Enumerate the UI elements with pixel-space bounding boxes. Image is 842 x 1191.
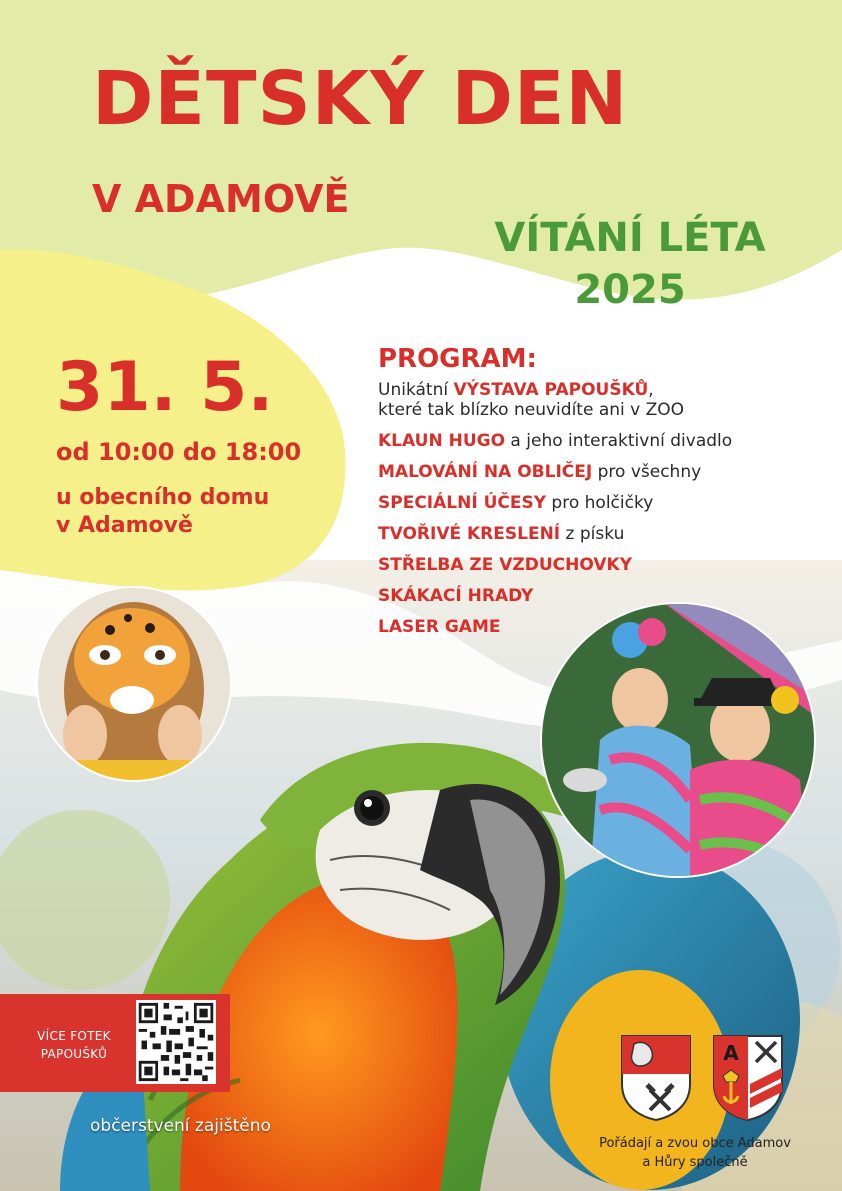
event-name-line1: VÍTÁNÍ LÉTA [494,215,766,261]
program-heading: PROGRAM: [378,344,537,374]
event-place [56,484,269,539]
event-place-line1: u obecního domu [56,485,270,510]
program-item: Unikátní VÝSTAVA PAPOUŠKŮ, které tak blízko neuvidíte ani v ZOO [378,380,685,420]
program-item-note: které tak blízko neuvidíte ani v ZOO [378,400,685,420]
program-item-highlight: SKÁKACÍ HRADY [378,586,534,606]
program-item-highlight: STŘELBA ZE VZDUCHOVKY [378,555,633,575]
event-name [480,212,780,316]
program-item-highlight: VÝSTAVA PAPOUŠKŮ [453,380,649,400]
refreshments-note: občerstvení zajištěno [90,1116,271,1136]
program-list [378,380,732,648]
program-item: SPECIÁLNÍ ÚČESY pro holčičky [378,493,654,513]
program-item: MALOVÁNÍ NA OBLIČEJ pro všechny [378,462,702,482]
program-item-highlight: KLAUN HUGO [378,431,506,451]
event-date: 31. 5. [56,348,274,427]
page-title: DĚTSKÝ DEN [92,56,629,142]
program-item-highlight: SPECIÁLNÍ ÚČESY [378,493,547,513]
program-item-highlight: MALOVÁNÍ NA OBLIČEJ [378,462,593,482]
qr-label: VÍCE FOTEK PAPOUŠKŮ [37,1029,111,1061]
program-item: KLAUN HUGO a jeho interaktivní divadlo [378,431,733,451]
adamov-coat-of-arms-icon [620,1034,692,1122]
event-time: od 10:00 do 18:00 [56,438,302,466]
program-item [378,617,732,637]
hury-coat-of-arms-icon [712,1034,784,1122]
crest-letter: A [723,1041,739,1065]
event-place-line2: v Adamově [56,512,193,538]
page-subtitle: V ADAMOVĚ [92,177,350,221]
event-year: 2025 [574,267,686,313]
organizers-note: Pořádají a zvou obce Adamov a Hůry společně [599,1136,791,1170]
program-item: TVOŘIVÉ KRESLENÍ z písku [378,524,625,544]
program-item [378,555,732,575]
program-item [378,586,732,606]
program-item-highlight: TVOŘIVÉ KRESLENÍ [378,524,561,544]
program-item-highlight: LASER GAME [378,617,501,637]
qr-code-icon[interactable] [136,1000,216,1084]
